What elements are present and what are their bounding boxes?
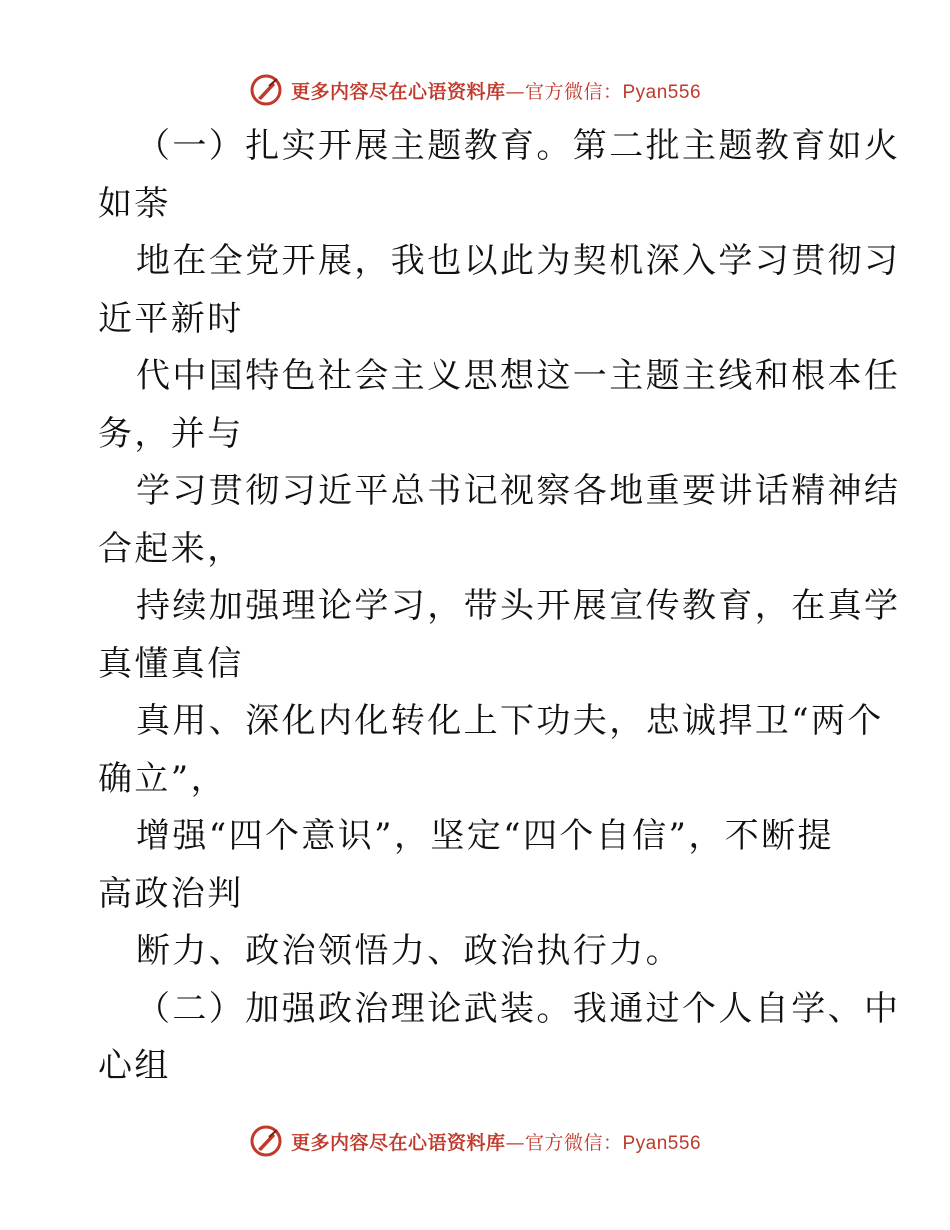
text-line: 真懂真信 <box>98 643 244 684</box>
text-line: 心组 <box>98 1046 171 1086</box>
text-line: 持续加强理论学习，带头开展宣传教育，在真学 <box>136 586 901 626</box>
footer-banner-text: 更多内容尽在心语资料库—官方微信：Pyan556 <box>290 1131 702 1154</box>
text-line: 务，并与 <box>98 413 244 454</box>
header-banner-text: 更多内容尽在心语资料库—官方微信：Pyan556 <box>290 80 702 103</box>
header-banner <box>0 70 950 110</box>
text-line: 如荼 <box>98 183 171 224</box>
text-line: 近平新时 <box>98 298 244 339</box>
feather-pen-circle-icon <box>249 73 283 107</box>
text-line: 地在全党开展，我也以此为契机深入学习贯彻习 <box>136 241 901 281</box>
text-line: 断力、政治领悟力、政治执行力。 <box>136 931 682 971</box>
document-body <box>98 118 901 1096</box>
text-line: 确立”， <box>98 758 227 799</box>
text-line: 代中国特色社会主义思想这一主题主线和根本任 <box>136 356 901 396</box>
text-line: 真用、深化内化转化上下功夫，忠诚捍卫“两个 <box>136 701 884 741</box>
footer-banner <box>0 1121 950 1161</box>
text-line: 合起来， <box>98 528 244 569</box>
text-line: 学习贯彻习近平总书记视察各地重要讲话精神结 <box>136 471 901 511</box>
feather-pen-circle-icon <box>249 1124 283 1158</box>
text-line: 增强“四个意识”，坚定“四个自信”，不断提 <box>136 816 834 856</box>
text-line: （一）扎实开展主题教育。第二批主题教育如火 <box>136 126 901 166</box>
text-line: 高政治判 <box>98 873 244 914</box>
text-line: （二）加强政治理论武装。我通过个人自学、中 <box>136 988 901 1029</box>
